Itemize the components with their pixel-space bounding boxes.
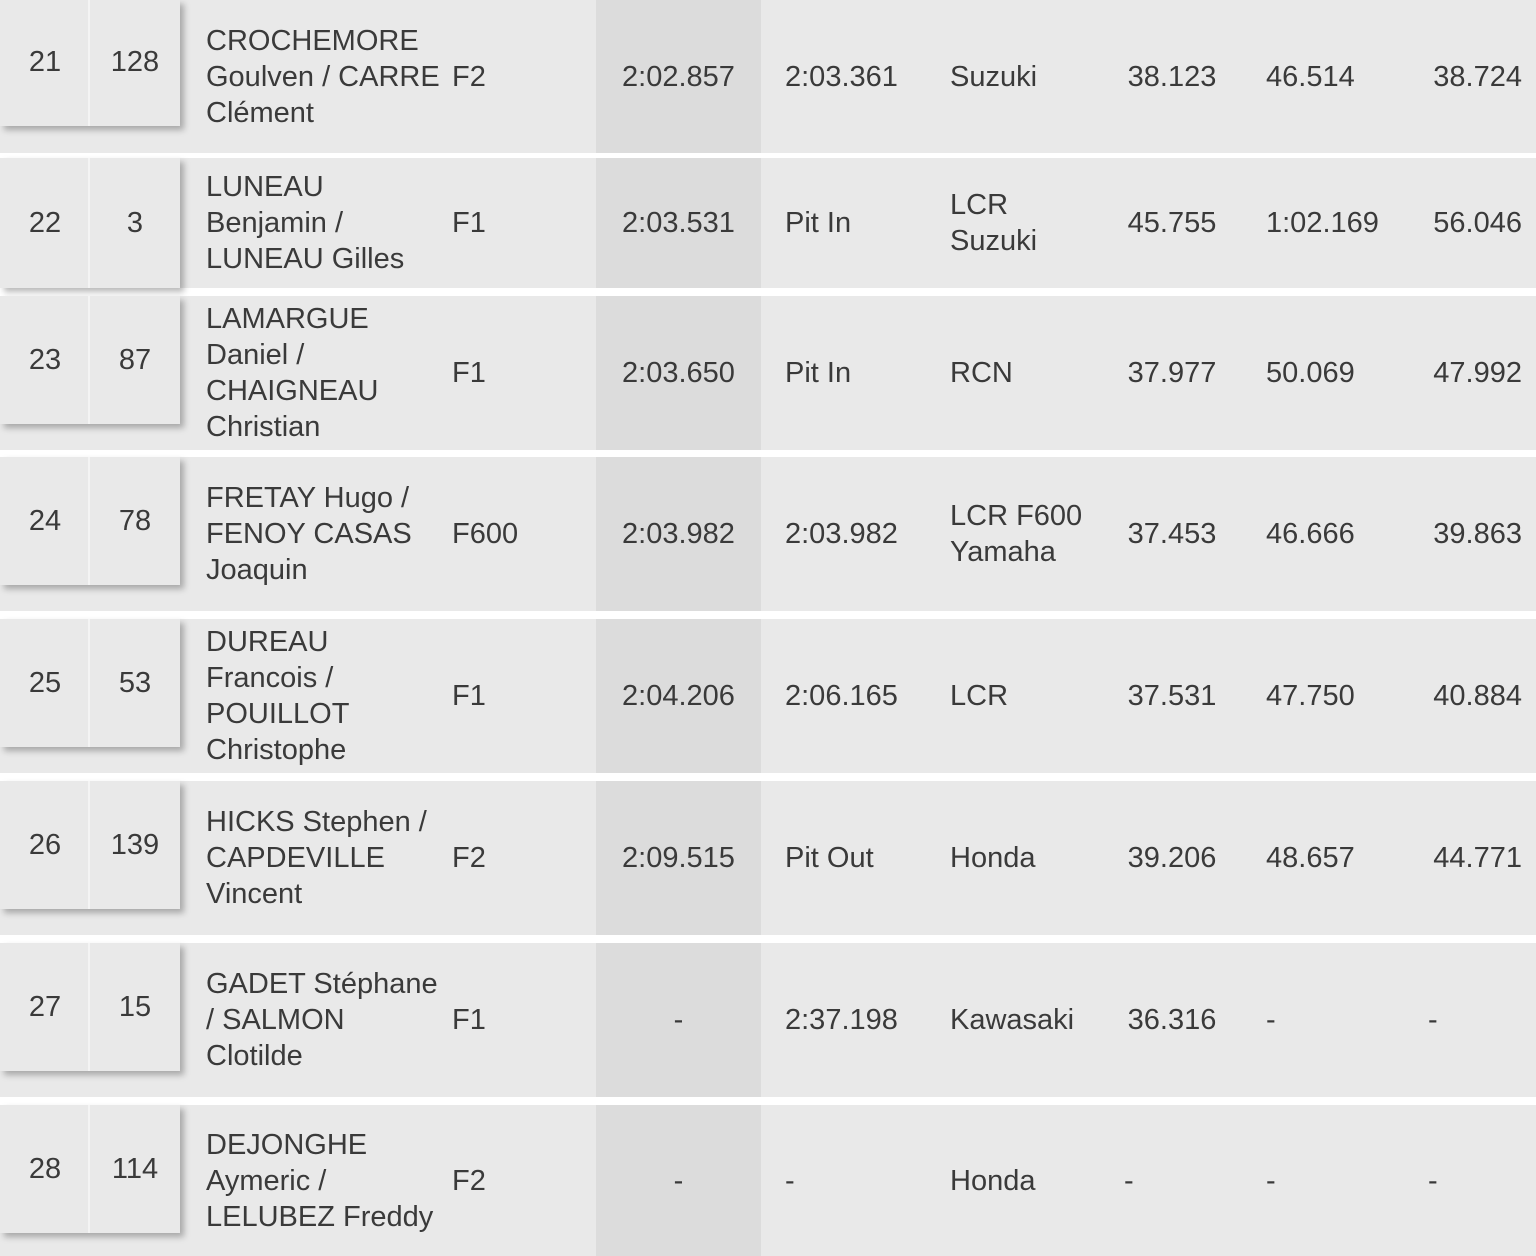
sector3-value: -	[1428, 1164, 1438, 1197]
sector3-value: 56.046	[1433, 207, 1522, 239]
rider-cell	[206, 158, 446, 288]
sector3-cell	[1410, 457, 1536, 611]
bike-cell	[950, 1105, 1120, 1256]
sector2-value: 47.750	[1266, 680, 1355, 712]
bike-value: LCR	[950, 680, 1009, 712]
sector2-cell	[1266, 781, 1406, 935]
sector1-value: 37.453	[1127, 518, 1217, 550]
bike-cell	[950, 0, 1120, 153]
position-value: 21	[28, 46, 62, 78]
sector3-cell	[1410, 619, 1536, 773]
rider-cell	[206, 296, 446, 450]
category-value: F1	[452, 357, 486, 389]
best-lap-cell	[596, 781, 761, 935]
sector3-cell	[1410, 158, 1536, 288]
rider-cell	[206, 943, 446, 1097]
sector2-cell	[1266, 158, 1406, 288]
table-row[interactable]	[0, 296, 1536, 450]
rider-cell	[206, 457, 446, 611]
best-lap-cell	[596, 1105, 761, 1256]
number-value: 78	[118, 505, 152, 537]
last-lap-value: Pit Out	[785, 842, 874, 874]
sector3-value: 44.771	[1433, 842, 1522, 874]
best-lap-cell	[596, 457, 761, 611]
rider-cell	[206, 619, 446, 773]
table-row[interactable]	[0, 1105, 1536, 1256]
sector2-value: 46.666	[1266, 518, 1355, 550]
number-cell	[90, 0, 180, 124]
category-value: F2	[452, 60, 486, 93]
best-lap-value: -	[673, 1004, 684, 1036]
rider-names: DEJONGHE Aymeric / LELUBEZ Freddy	[206, 1128, 434, 1233]
sector2-value: 50.069	[1266, 357, 1355, 389]
best-lap-value: 2:02.857	[622, 60, 735, 93]
position-cell	[0, 619, 90, 747]
rider-names: DUREAU Francois / POUILLOT Christophe	[206, 626, 349, 766]
last-lap-value: 2:03.361	[785, 60, 898, 93]
category-cell	[452, 296, 592, 450]
sector1-cell	[1110, 781, 1234, 935]
position-cell	[0, 296, 90, 424]
bike-cell	[950, 943, 1120, 1097]
rider-names: FRETAY Hugo / FENOY CASAS Joaquin	[206, 482, 412, 586]
last-lap-value: 2:06.165	[785, 680, 898, 712]
last-lap-value: 2:03.982	[785, 518, 898, 550]
rider-names: CROCHEMORE Goulven / CARRE Clément	[206, 24, 440, 129]
category-cell	[452, 457, 592, 611]
sector1-value: 37.977	[1127, 357, 1217, 389]
table-row[interactable]	[0, 619, 1536, 773]
category-value: F2	[452, 842, 486, 874]
best-lap-cell	[596, 619, 761, 773]
sector3-value: 40.884	[1433, 680, 1522, 712]
sector2-value: -	[1266, 1164, 1276, 1197]
table-row[interactable]	[0, 158, 1536, 288]
position-cell	[0, 943, 90, 1071]
sector2-value: 46.514	[1266, 60, 1355, 93]
sector2-cell	[1266, 457, 1406, 611]
category-cell	[452, 619, 592, 773]
bike-value: Kawasaki	[950, 1004, 1075, 1036]
position-value: 23	[28, 344, 62, 376]
rider-names: GADET Stéphane / SALMON Clotilde	[206, 968, 438, 1072]
sector3-value: 39.863	[1433, 518, 1522, 550]
sector1-value: 36.316	[1127, 1004, 1217, 1036]
sector2-cell	[1266, 296, 1406, 450]
bike-cell	[950, 158, 1060, 288]
category-value: F1	[452, 1004, 486, 1036]
sector1-cell	[1110, 1105, 1234, 1256]
bike-cell	[950, 296, 1120, 450]
rider-cell	[206, 1105, 446, 1256]
position-cell	[0, 781, 90, 909]
bike-value: Suzuki	[950, 60, 1038, 93]
sector1-value: -	[1124, 1164, 1134, 1197]
sector2-value: 1:02.169	[1266, 207, 1379, 239]
sector1-cell	[1110, 0, 1234, 153]
number-cell	[90, 158, 180, 288]
number-cell	[90, 619, 180, 747]
sector3-cell	[1410, 1105, 1536, 1256]
sector1-cell	[1110, 943, 1234, 1097]
category-cell	[452, 1105, 592, 1256]
bike-cell	[950, 619, 1120, 773]
last-lap-cell	[785, 781, 935, 935]
best-lap-cell	[596, 296, 761, 450]
sector3-cell	[1410, 0, 1536, 153]
bike-value: LCR F600 Yamaha	[950, 500, 1083, 568]
last-lap-cell	[785, 296, 935, 450]
number-value: 87	[118, 344, 152, 376]
number-cell	[90, 1105, 180, 1233]
best-lap-value: 2:03.982	[622, 518, 735, 550]
best-lap-cell	[596, 0, 761, 153]
category-value: F1	[452, 207, 486, 239]
position-value: 26	[28, 829, 62, 861]
number-value: 15	[118, 991, 152, 1023]
bike-value: RCN	[950, 357, 1013, 389]
position-cell	[0, 457, 90, 585]
sector2-cell	[1266, 619, 1406, 773]
table-row[interactable]	[0, 0, 1536, 153]
number-value: 128	[110, 46, 160, 78]
sector1-value: 39.206	[1127, 842, 1217, 874]
rider-cell	[206, 781, 446, 935]
sector1-value: 37.531	[1127, 680, 1217, 712]
number-value: 114	[111, 1153, 159, 1185]
rider-names: HICKS Stephen / CAPDEVILLE Vincent	[206, 806, 427, 910]
sector2-value: 48.657	[1266, 842, 1355, 874]
position-value: 24	[28, 505, 62, 537]
table-row[interactable]	[0, 457, 1536, 611]
sector1-value: 45.755	[1127, 207, 1217, 239]
best-lap-value: 2:03.531	[622, 207, 735, 239]
category-cell	[452, 943, 592, 1097]
sector2-value: -	[1266, 1004, 1276, 1036]
table-row[interactable]	[0, 943, 1536, 1097]
last-lap-value: -	[785, 1164, 795, 1197]
last-lap-cell	[785, 0, 935, 153]
position-value: 28	[28, 1153, 62, 1185]
bike-cell	[950, 781, 1120, 935]
bike-value: Honda	[950, 1164, 1036, 1197]
sector2-cell	[1266, 1105, 1406, 1256]
position-value: 27	[28, 991, 62, 1023]
best-lap-value: 2:03.650	[622, 357, 735, 389]
sector2-cell	[1266, 943, 1406, 1097]
best-lap-cell	[596, 943, 761, 1097]
position-cell	[0, 0, 90, 124]
bike-value: Honda	[950, 842, 1036, 874]
bike-value: LCR Suzuki	[950, 189, 1038, 257]
number-value: 139	[110, 829, 160, 861]
position-value: 22	[28, 207, 62, 239]
number-value: 53	[118, 667, 152, 699]
last-lap-value: Pit In	[785, 357, 852, 389]
bike-cell	[950, 457, 1090, 611]
sector3-value: 38.724	[1433, 60, 1522, 93]
last-lap-value: 2:37.198	[785, 1004, 898, 1036]
best-lap-cell	[596, 158, 761, 288]
rider-names: LAMARGUE Daniel / CHAIGNEAU Christian	[206, 303, 379, 443]
category-value: F1	[452, 680, 486, 712]
sector1-cell	[1110, 619, 1234, 773]
sector1-cell	[1110, 457, 1234, 611]
last-lap-cell	[785, 457, 935, 611]
sector2-cell	[1266, 0, 1406, 153]
sector1-cell	[1110, 158, 1234, 288]
category-cell	[452, 158, 592, 288]
sector1-cell	[1110, 296, 1234, 450]
sector3-cell	[1410, 296, 1536, 450]
category-cell	[452, 781, 592, 935]
number-cell	[90, 296, 180, 424]
best-lap-value: -	[673, 1164, 684, 1197]
sector1-value: 38.123	[1127, 60, 1217, 93]
rider-names: LUNEAU Benjamin / LUNEAU Gilles	[206, 171, 405, 275]
table-row[interactable]	[0, 781, 1536, 935]
position-cell	[0, 158, 90, 288]
category-cell	[452, 0, 592, 153]
number-cell	[90, 781, 180, 909]
number-cell	[90, 457, 180, 585]
rider-cell	[206, 0, 446, 153]
last-lap-cell	[785, 1105, 935, 1256]
last-lap-cell	[785, 158, 935, 288]
position-value: 25	[28, 667, 62, 699]
number-cell	[90, 943, 180, 1071]
position-cell	[0, 1105, 90, 1233]
best-lap-value: 2:04.206	[622, 680, 735, 712]
category-value: F600	[452, 518, 519, 550]
last-lap-cell	[785, 943, 935, 1097]
last-lap-cell	[785, 619, 935, 773]
number-value: 3	[126, 207, 144, 239]
sector3-cell	[1410, 781, 1536, 935]
sector3-cell	[1410, 943, 1536, 1097]
sector3-value: 47.992	[1433, 357, 1522, 389]
best-lap-value: 2:09.515	[622, 842, 735, 874]
last-lap-value: Pit In	[785, 207, 852, 239]
category-value: F2	[452, 1164, 486, 1197]
sector3-value: -	[1428, 1004, 1438, 1036]
